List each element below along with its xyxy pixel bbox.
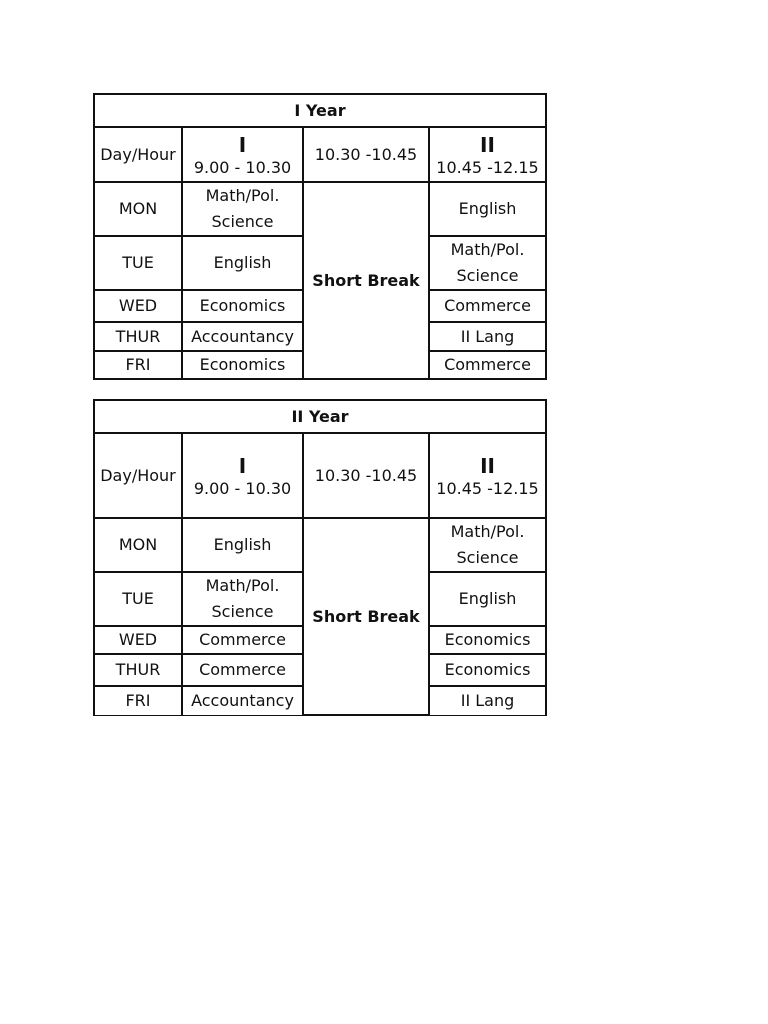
timetable-year-2 [93, 399, 547, 716]
table-row [94, 518, 546, 572]
day-cell: TUE [94, 236, 182, 290]
hour-1-cell: Accountancy [182, 322, 303, 351]
hour-2-cell: English [429, 572, 546, 626]
hour-2-cell: English [429, 182, 546, 236]
day-cell: FRI [94, 686, 182, 715]
hour-1-header [182, 433, 303, 518]
hour-2-header [429, 433, 546, 518]
hour-2-cell: II Lang [429, 686, 546, 715]
day-cell: WED [94, 626, 182, 654]
hour-2-header [429, 127, 546, 182]
hour-1-number: I [238, 453, 247, 478]
hour-1-cell: English [182, 518, 303, 572]
table-title: II Year [94, 400, 546, 433]
break-time-header: 10.30 -10.45 [303, 127, 429, 182]
hour-2-cell: Economics [429, 654, 546, 686]
timetable-year-1 [93, 93, 547, 380]
day-hour-header: Day/Hour [94, 127, 182, 182]
hour-1-header [182, 127, 303, 182]
day-cell: TUE [94, 572, 182, 626]
hour-2-number: II [480, 132, 495, 157]
hour-1-cell: Math/Pol. Science [182, 572, 303, 626]
hour-1-time: 9.00 - 10.30 [193, 478, 292, 498]
hour-1-cell: Math/Pol. Science [182, 182, 303, 236]
hour-1-cell: English [182, 236, 303, 290]
hour-2-cell: Math/Pol. Science [429, 518, 546, 572]
day-cell: THUR [94, 322, 182, 351]
hour-1-cell: Economics [182, 290, 303, 322]
hour-2-cell: Math/Pol. Science [429, 236, 546, 290]
hour-1-number: I [238, 132, 247, 157]
hour-1-cell: Commerce [182, 654, 303, 686]
hour-2-time: 10.45 -12.15 [436, 157, 539, 177]
hour-2-number: II [480, 453, 495, 478]
day-cell: MON [94, 182, 182, 236]
hour-2-cell: Commerce [429, 351, 546, 379]
day-cell: FRI [94, 351, 182, 379]
short-break-cell: Short Break [303, 182, 429, 379]
hour-1-cell: Accountancy [182, 686, 303, 715]
short-break-cell: Short Break [303, 518, 429, 715]
hour-2-time: 10.45 -12.15 [436, 478, 539, 498]
table-row [94, 182, 546, 236]
day-cell: THUR [94, 654, 182, 686]
hour-1-cell: Economics [182, 351, 303, 379]
break-time-header: 10.30 -10.45 [303, 433, 429, 518]
day-cell: WED [94, 290, 182, 322]
hour-2-cell: Commerce [429, 290, 546, 322]
hour-2-cell: II Lang [429, 322, 546, 351]
hour-1-cell: Commerce [182, 626, 303, 654]
day-cell: MON [94, 518, 182, 572]
hour-1-time: 9.00 - 10.30 [193, 157, 292, 177]
hour-2-cell: Economics [429, 626, 546, 654]
day-hour-header: Day/Hour [94, 433, 182, 518]
table-title: I Year [94, 94, 546, 127]
